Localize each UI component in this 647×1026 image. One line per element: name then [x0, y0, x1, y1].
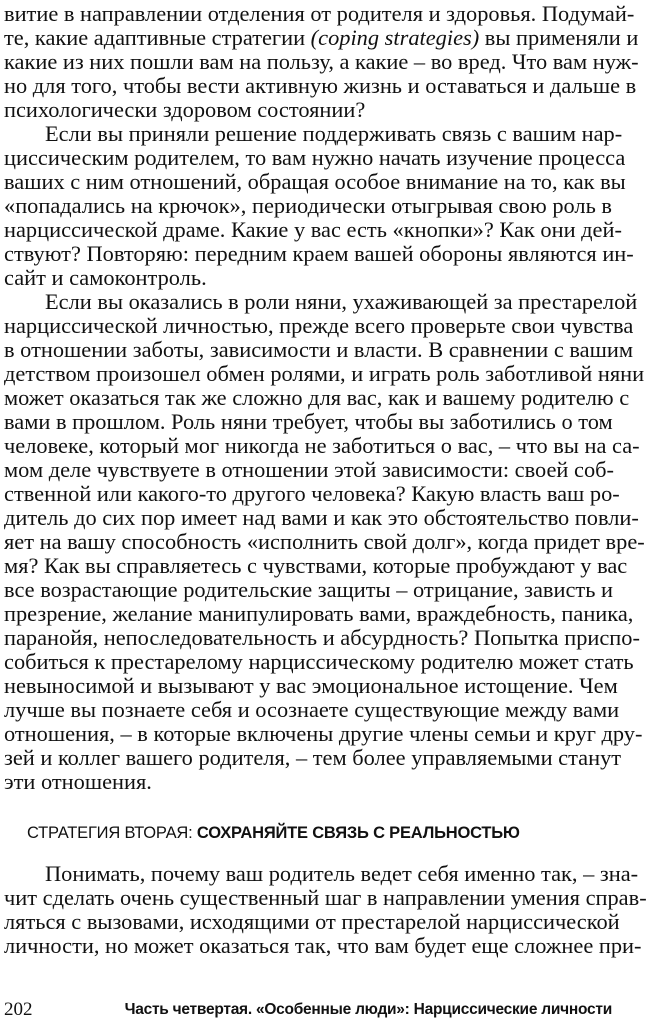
text-line: мя? Как вы справляетесь с чувствами, которые пробуждают у вас: [4, 553, 628, 578]
section-heading-label: СТРАТЕГИЯ ВТОРАЯ:: [27, 824, 193, 842]
text-line: человеке, который мог никогда не заботиться о вас, – что вы на са-: [4, 433, 640, 458]
text-line: зей и коллег вашего родителя, – тем более управляемыми станут: [4, 745, 622, 770]
running-title: Часть четвертая. «Особенные люди»: Нарциссические личности: [124, 1001, 612, 1018]
text-line: нарциссической личностью, прежде всего проверьте свои чувства: [4, 313, 634, 338]
text-line: детством произошел обмен ролями, и играть роль заботливой няни: [4, 361, 645, 386]
text-line: личности, но может оказаться так, что вам будет еще сложнее при-: [4, 933, 642, 958]
italic-term: (coping strategies): [310, 25, 480, 50]
text-line: ваших с ним отношений, обращая особое внимание на то, как вы: [4, 169, 626, 194]
text-line: дитель до сих пор имеет над вами и как это обстоятельство повли-: [4, 505, 639, 530]
text-line: циссическим родителем, то вам нужно начать изучение процесса: [4, 145, 626, 170]
text-line: психологически здоровом состоянии?: [4, 97, 366, 122]
text-line: отношения, – в которые включены другие члены семьи и круг дру-: [4, 721, 643, 746]
text-segment: вы применяли и: [479, 25, 639, 50]
text-line: невыносимой и вызывают у вас эмоциональное истощение. Чем: [4, 673, 618, 698]
text-line: мом деле чувствуете в отношении этой зависимости: своей соб-: [4, 457, 614, 482]
text-line: лучше вы познаете себя и осознаете существующие между вами: [4, 697, 620, 722]
text-line: ствуют? Повторяю: передним краем вашей обороны являются ин-: [4, 241, 634, 266]
text-line: все возрастающие родительские защиты – отрицание, зависть и: [4, 577, 613, 602]
text-line: Понимать, почему ваш родитель ведет себя именно так, – зна-: [45, 861, 639, 886]
text-line: яет на вашу способность «исполнить свой долг», когда придет вре-: [4, 529, 645, 554]
section-heading-title: СОХРАНЯЙТЕ СВЯЗЬ С РЕАЛЬНОСТЬЮ: [196, 824, 520, 842]
text-line: Если вы оказались в роли няни, ухаживающей за престарелой: [45, 289, 638, 314]
text-line: собиться к престарелому нарциссическому родителю может стать: [4, 649, 634, 674]
text-line: ляться с вызовами, исходящими от престарелой нарциссической: [4, 909, 620, 934]
text-line: «попадались на крючок», периодически отыгрывая свою роль в: [4, 193, 612, 218]
page-number: 202: [4, 999, 33, 1020]
text-line: Если вы приняли решение поддерживать связь с вашим нар-: [45, 121, 623, 146]
text-line: но для того, чтобы вести активную жизнь и оставаться и дальше в: [4, 73, 637, 98]
text-line: вами в прошлом. Роль няни требует, чтобы вы заботились о том: [4, 409, 613, 434]
text-line: в отношении заботы, зависимости и власти. В сравнении с вашим: [4, 337, 633, 362]
text-line: нарциссической драме. Какие у вас есть «кнопки»? Как они дей-: [4, 217, 622, 242]
text-line: может оказаться так же сложно для вас, как и вашему родителю с: [4, 385, 630, 410]
section-heading: [27, 823, 587, 843]
text-line: чит сделать очень существенный шаг в направлении умения справ-: [4, 885, 647, 910]
text-segment: те, какие адаптивные стратегии: [4, 25, 311, 50]
text-line: ственной или какого-то другого человека? Какую власть ваш ро-: [4, 481, 620, 506]
text-line: витие в направлении отделения от родителя и здоровья. Подумай-: [4, 1, 635, 26]
text-line: [4, 25, 639, 50]
text-line: сайт и самоконтроль.: [4, 265, 207, 290]
page-footer: [4, 999, 612, 1021]
text-line: презрение, желание манипулировать вами, враждебность, паника,: [4, 601, 634, 626]
text-line: паранойя, непоследовательность и абсурдность? Попытка приспо-: [4, 625, 640, 650]
text-line: эти отношения.: [4, 769, 152, 794]
text-line: какие из них пошли вам на пользу, а какие – во вред. Что вам нуж-: [4, 49, 639, 74]
